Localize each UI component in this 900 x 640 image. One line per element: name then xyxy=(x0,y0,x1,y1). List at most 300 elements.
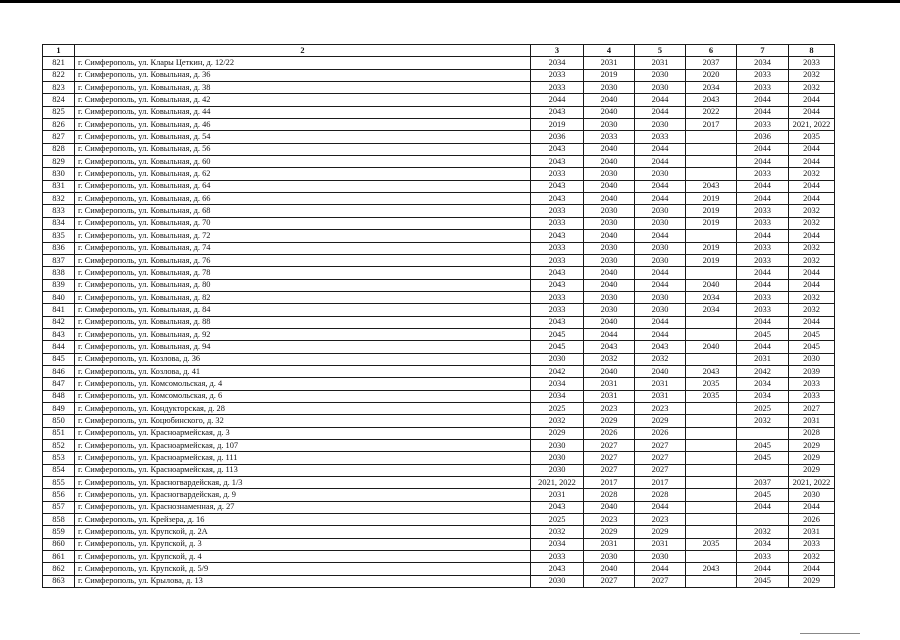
cell-col-4: 2040 xyxy=(584,94,635,106)
cell-address: г. Симферополь, ул. Ковыльная, д. 54 xyxy=(75,131,531,143)
cell-col-3: 2043 xyxy=(531,563,584,575)
cell-col-8: 2035 xyxy=(789,131,835,143)
cell-col-3: 2034 xyxy=(531,390,584,402)
cell-col-7: 2031 xyxy=(737,353,789,365)
cell-address: г. Симферополь, ул. Красноармейская, д. 111 xyxy=(75,452,531,464)
cell-col-4: 2030 xyxy=(584,304,635,316)
cell-col-3: 2034 xyxy=(531,57,584,69)
column-header-2: 2 xyxy=(75,45,531,57)
cell-col-7: 2034 xyxy=(737,390,789,402)
cell-col-7 xyxy=(737,514,789,526)
table-body xyxy=(43,57,835,588)
cell-address: г. Симферополь, ул. Ковыльная, д. 94 xyxy=(75,341,531,353)
cell-col-5: 2029 xyxy=(635,526,686,538)
cell-col-5: 2044 xyxy=(635,156,686,168)
cell-col-4: 2032 xyxy=(584,353,635,365)
cell-col-4: 2029 xyxy=(584,526,635,538)
cell-col-8: 2044 xyxy=(789,279,835,291)
cell-col-7: 2044 xyxy=(737,501,789,513)
cell-row-number: 827 xyxy=(43,131,75,143)
cell-col-3: 2033 xyxy=(531,217,584,229)
cell-col-6: 2037 xyxy=(686,57,737,69)
cell-col-8: 2021, 2022 xyxy=(789,477,835,489)
cell-col-7: 2044 xyxy=(737,230,789,242)
cell-row-number: 834 xyxy=(43,217,75,229)
cell-col-7: 2033 xyxy=(737,205,789,217)
cell-col-5: 2030 xyxy=(635,82,686,94)
cell-col-8: 2032 xyxy=(789,69,835,81)
cell-col-4: 2031 xyxy=(584,538,635,550)
cell-col-5: 2033 xyxy=(635,131,686,143)
cell-col-8: 2031 xyxy=(789,415,835,427)
cell-col-4: 2030 xyxy=(584,82,635,94)
cell-col-3: 2045 xyxy=(531,328,584,340)
cell-col-7: 2033 xyxy=(737,217,789,229)
cell-col-4: 2026 xyxy=(584,427,635,439)
table-row xyxy=(43,254,835,266)
cell-col-5: 2031 xyxy=(635,378,686,390)
cell-row-number: 831 xyxy=(43,180,75,192)
column-header-5: 5 xyxy=(635,45,686,57)
table-row xyxy=(43,156,835,168)
cell-col-4: 2028 xyxy=(584,489,635,501)
cell-col-6 xyxy=(686,131,737,143)
table-row xyxy=(43,365,835,377)
table-row xyxy=(43,242,835,254)
cell-col-6 xyxy=(686,477,737,489)
cell-col-3: 2033 xyxy=(531,69,584,81)
cell-col-8: 2021, 2022 xyxy=(789,119,835,131)
cell-col-4: 2040 xyxy=(584,267,635,279)
cell-row-number: 838 xyxy=(43,267,75,279)
cell-col-4: 2040 xyxy=(584,156,635,168)
cell-address: г. Симферополь, ул. Коцюбинского, д. 32 xyxy=(75,415,531,427)
cell-col-6: 2019 xyxy=(686,205,737,217)
cell-address: г. Симферополь, ул. Ковыльная, д. 62 xyxy=(75,168,531,180)
housing-schedule-table xyxy=(42,44,835,588)
cell-col-8: 2044 xyxy=(789,193,835,205)
cell-row-number: 852 xyxy=(43,440,75,452)
cell-col-7: 2045 xyxy=(737,489,789,501)
cell-col-7: 2045 xyxy=(737,452,789,464)
cell-col-7: 2044 xyxy=(737,341,789,353)
cell-col-4: 2030 xyxy=(584,291,635,303)
cell-col-6: 2035 xyxy=(686,538,737,550)
cell-col-5: 2044 xyxy=(635,267,686,279)
cell-col-4: 2040 xyxy=(584,143,635,155)
cell-col-3: 2043 xyxy=(531,267,584,279)
cell-col-8: 2044 xyxy=(789,106,835,118)
cell-col-7 xyxy=(737,464,789,476)
cell-col-6 xyxy=(686,230,737,242)
cell-row-number: 824 xyxy=(43,94,75,106)
cell-col-4: 2040 xyxy=(584,180,635,192)
cell-col-4: 2027 xyxy=(584,575,635,587)
cell-col-3: 2033 xyxy=(531,82,584,94)
cell-row-number: 861 xyxy=(43,551,75,563)
cell-col-5: 2023 xyxy=(635,514,686,526)
cell-col-6: 2043 xyxy=(686,365,737,377)
cell-col-7: 2044 xyxy=(737,563,789,575)
cell-col-8: 2031 xyxy=(789,526,835,538)
table-row xyxy=(43,402,835,414)
cell-col-5: 2044 xyxy=(635,316,686,328)
cell-col-5: 2026 xyxy=(635,427,686,439)
cell-col-5: 2040 xyxy=(635,365,686,377)
cell-col-7: 2033 xyxy=(737,254,789,266)
table-row xyxy=(43,230,835,242)
cell-col-8: 2032 xyxy=(789,82,835,94)
cell-row-number: 832 xyxy=(43,193,75,205)
cell-col-5: 2044 xyxy=(635,193,686,205)
cell-col-4: 2040 xyxy=(584,279,635,291)
cell-address: г. Симферополь, ул. Крупской, д. 5/9 xyxy=(75,563,531,575)
cell-col-3: 2043 xyxy=(531,106,584,118)
cell-col-4: 2030 xyxy=(584,168,635,180)
cell-row-number: 841 xyxy=(43,304,75,316)
cell-col-6 xyxy=(686,328,737,340)
cell-col-4: 2040 xyxy=(584,193,635,205)
cell-col-7: 2032 xyxy=(737,526,789,538)
cell-address: г. Симферополь, ул. Ковыльная, д. 36 xyxy=(75,69,531,81)
cell-col-5: 2030 xyxy=(635,304,686,316)
table-row xyxy=(43,563,835,575)
cell-col-8: 2026 xyxy=(789,514,835,526)
document-page xyxy=(42,44,834,588)
cell-col-4: 2027 xyxy=(584,452,635,464)
table-row xyxy=(43,291,835,303)
cell-col-4: 2040 xyxy=(584,365,635,377)
cell-col-3: 2030 xyxy=(531,353,584,365)
cell-col-8: 2032 xyxy=(789,551,835,563)
cell-address: г. Симферополь, ул. Крупской, д. 2А xyxy=(75,526,531,538)
cell-col-6 xyxy=(686,575,737,587)
cell-col-4: 2023 xyxy=(584,514,635,526)
cell-address: г. Симферополь, ул. Ковыльная, д. 64 xyxy=(75,180,531,192)
cell-col-6 xyxy=(686,440,737,452)
table-row xyxy=(43,279,835,291)
column-header-1: 1 xyxy=(43,45,75,57)
cell-col-5: 2043 xyxy=(635,341,686,353)
cell-col-3: 2034 xyxy=(531,538,584,550)
cell-col-7: 2044 xyxy=(737,316,789,328)
cell-col-3: 2030 xyxy=(531,464,584,476)
cell-col-3: 2043 xyxy=(531,193,584,205)
cell-col-4: 2029 xyxy=(584,415,635,427)
cell-col-5: 2027 xyxy=(635,575,686,587)
cell-col-3: 2043 xyxy=(531,279,584,291)
cell-col-8: 2044 xyxy=(789,563,835,575)
cell-col-5: 2030 xyxy=(635,205,686,217)
cell-col-7: 2044 xyxy=(737,156,789,168)
cell-address: г. Симферополь, ул. Ковыльная, д. 82 xyxy=(75,291,531,303)
cell-col-8: 2027 xyxy=(789,402,835,414)
cell-col-6 xyxy=(686,489,737,501)
cell-col-8: 2033 xyxy=(789,378,835,390)
cell-col-7: 2036 xyxy=(737,131,789,143)
cell-col-4: 2030 xyxy=(584,217,635,229)
cell-col-8: 2044 xyxy=(789,501,835,513)
table-row xyxy=(43,341,835,353)
cell-col-4: 2031 xyxy=(584,390,635,402)
cell-row-number: 857 xyxy=(43,501,75,513)
table-row xyxy=(43,69,835,81)
cell-col-7: 2025 xyxy=(737,402,789,414)
cell-col-6: 2040 xyxy=(686,279,737,291)
cell-col-8: 2032 xyxy=(789,291,835,303)
cell-col-5: 2029 xyxy=(635,415,686,427)
cell-col-6 xyxy=(686,316,737,328)
column-header-3: 3 xyxy=(531,45,584,57)
cell-col-5: 2044 xyxy=(635,94,686,106)
cell-row-number: 842 xyxy=(43,316,75,328)
cell-col-4: 2044 xyxy=(584,328,635,340)
cell-col-3: 2030 xyxy=(531,452,584,464)
cell-row-number: 847 xyxy=(43,378,75,390)
cell-address: г. Симферополь, ул. Козлова, д. 41 xyxy=(75,365,531,377)
cell-col-8: 2029 xyxy=(789,575,835,587)
cell-col-6: 2040 xyxy=(686,341,737,353)
cell-col-3: 2043 xyxy=(531,143,584,155)
cell-row-number: 829 xyxy=(43,156,75,168)
cell-col-8: 2028 xyxy=(789,427,835,439)
cell-row-number: 862 xyxy=(43,563,75,575)
cell-row-number: 844 xyxy=(43,341,75,353)
cell-col-8: 2032 xyxy=(789,242,835,254)
cell-row-number: 846 xyxy=(43,365,75,377)
cell-row-number: 839 xyxy=(43,279,75,291)
cell-col-7: 2044 xyxy=(737,143,789,155)
table-row xyxy=(43,217,835,229)
table-row xyxy=(43,452,835,464)
cell-row-number: 843 xyxy=(43,328,75,340)
cell-col-8: 2032 xyxy=(789,217,835,229)
cell-col-4: 2040 xyxy=(584,230,635,242)
cell-row-number: 825 xyxy=(43,106,75,118)
cell-col-7: 2034 xyxy=(737,378,789,390)
cell-col-4: 2031 xyxy=(584,378,635,390)
column-header-6: 6 xyxy=(686,45,737,57)
cell-col-5: 2027 xyxy=(635,464,686,476)
table-row xyxy=(43,267,835,279)
cell-col-8: 2044 xyxy=(789,316,835,328)
cell-col-5: 2023 xyxy=(635,402,686,414)
cell-address: г. Симферополь, ул. Красноармейская, д. 113 xyxy=(75,464,531,476)
cell-col-4: 2040 xyxy=(584,563,635,575)
cell-address: г. Симферополь, ул. Ковыльная, д. 92 xyxy=(75,328,531,340)
cell-row-number: 833 xyxy=(43,205,75,217)
cell-col-5: 2027 xyxy=(635,452,686,464)
cell-col-8: 2032 xyxy=(789,168,835,180)
cell-col-3: 2033 xyxy=(531,242,584,254)
cell-address: г. Симферополь, ул. Ковыльная, д. 60 xyxy=(75,156,531,168)
cell-col-8: 2044 xyxy=(789,156,835,168)
cell-col-5: 2030 xyxy=(635,242,686,254)
cell-row-number: 851 xyxy=(43,427,75,439)
cell-col-6: 2043 xyxy=(686,563,737,575)
table-row xyxy=(43,328,835,340)
table-row xyxy=(43,440,835,452)
table-row xyxy=(43,304,835,316)
table-row xyxy=(43,106,835,118)
cell-col-4: 2030 xyxy=(584,254,635,266)
table-row xyxy=(43,143,835,155)
cell-col-8: 2045 xyxy=(789,341,835,353)
cell-col-5: 2030 xyxy=(635,291,686,303)
cell-col-4: 2030 xyxy=(584,242,635,254)
cell-row-number: 855 xyxy=(43,477,75,489)
cell-address: г. Симферополь, ул. Ковыльная, д. 76 xyxy=(75,254,531,266)
cell-col-5: 2017 xyxy=(635,477,686,489)
cell-col-4: 2031 xyxy=(584,57,635,69)
cell-col-8: 2032 xyxy=(789,254,835,266)
cell-col-5: 2030 xyxy=(635,551,686,563)
cell-col-8: 2032 xyxy=(789,205,835,217)
cell-col-6 xyxy=(686,156,737,168)
cell-col-6 xyxy=(686,551,737,563)
table-row xyxy=(43,526,835,538)
table-row xyxy=(43,575,835,587)
cell-address: г. Симферополь, ул. Крейзера, д. 16 xyxy=(75,514,531,526)
cell-col-6: 2022 xyxy=(686,106,737,118)
cell-col-3: 2025 xyxy=(531,514,584,526)
cell-col-3: 2033 xyxy=(531,304,584,316)
cell-col-3: 2031 xyxy=(531,489,584,501)
cell-col-7: 2044 xyxy=(737,279,789,291)
cell-col-6: 2020 xyxy=(686,69,737,81)
cell-col-7: 2033 xyxy=(737,119,789,131)
cell-col-6 xyxy=(686,267,737,279)
cell-row-number: 836 xyxy=(43,242,75,254)
cell-row-number: 854 xyxy=(43,464,75,476)
cell-col-8: 2039 xyxy=(789,365,835,377)
cell-col-7: 2032 xyxy=(737,415,789,427)
cell-col-5: 2031 xyxy=(635,538,686,550)
cell-col-6: 2034 xyxy=(686,304,737,316)
cell-col-6 xyxy=(686,514,737,526)
cell-col-7: 2044 xyxy=(737,267,789,279)
cell-col-7: 2033 xyxy=(737,291,789,303)
cell-col-6: 2019 xyxy=(686,193,737,205)
cell-col-6 xyxy=(686,501,737,513)
cell-col-5: 2044 xyxy=(635,328,686,340)
table-row xyxy=(43,168,835,180)
cell-col-3: 2043 xyxy=(531,230,584,242)
cell-address: г. Симферополь, ул. Красногвардейская, д. 1/3 xyxy=(75,477,531,489)
cell-address: г. Симферополь, ул. Ковыльная, д. 56 xyxy=(75,143,531,155)
column-header-4: 4 xyxy=(584,45,635,57)
cell-col-7: 2033 xyxy=(737,69,789,81)
cell-col-3: 2033 xyxy=(531,551,584,563)
cell-col-3: 2033 xyxy=(531,254,584,266)
cell-col-5: 2027 xyxy=(635,440,686,452)
table-row xyxy=(43,489,835,501)
cell-address: г. Симферополь, ул. Ковыльная, д. 68 xyxy=(75,205,531,217)
cell-address: г. Симферополь, ул. Ковыльная, д. 42 xyxy=(75,94,531,106)
cell-col-5: 2030 xyxy=(635,168,686,180)
cell-row-number: 856 xyxy=(43,489,75,501)
cell-col-8: 2029 xyxy=(789,452,835,464)
cell-col-4: 2040 xyxy=(584,106,635,118)
cell-row-number: 821 xyxy=(43,57,75,69)
cell-col-6 xyxy=(686,427,737,439)
cell-col-3: 2033 xyxy=(531,205,584,217)
cell-address: г. Симферополь, ул. Красноармейская, д. 107 xyxy=(75,440,531,452)
cell-col-3: 2043 xyxy=(531,180,584,192)
cell-row-number: 835 xyxy=(43,230,75,242)
cell-row-number: 823 xyxy=(43,82,75,94)
cell-col-3: 2033 xyxy=(531,291,584,303)
cell-col-4: 2043 xyxy=(584,341,635,353)
cell-col-5: 2030 xyxy=(635,69,686,81)
cell-col-7: 2044 xyxy=(737,193,789,205)
cell-col-3: 2032 xyxy=(531,526,584,538)
cell-col-6 xyxy=(686,526,737,538)
cell-col-5: 2044 xyxy=(635,180,686,192)
cell-col-3: 2025 xyxy=(531,402,584,414)
cell-row-number: 840 xyxy=(43,291,75,303)
cell-address: г. Симферополь, ул. Ковыльная, д. 66 xyxy=(75,193,531,205)
cell-col-7: 2042 xyxy=(737,365,789,377)
cell-col-7: 2044 xyxy=(737,180,789,192)
table-row xyxy=(43,514,835,526)
cell-col-6 xyxy=(686,168,737,180)
cell-address: г. Симферополь, ул. Ковыльная, д. 46 xyxy=(75,119,531,131)
table-row xyxy=(43,205,835,217)
table-row xyxy=(43,477,835,489)
cell-col-5: 2044 xyxy=(635,143,686,155)
cell-col-6 xyxy=(686,353,737,365)
cell-col-4: 2030 xyxy=(584,205,635,217)
table-row xyxy=(43,415,835,427)
cell-col-7: 2033 xyxy=(737,304,789,316)
cell-address: г. Симферополь, ул. Ковыльная, д. 72 xyxy=(75,230,531,242)
table-row xyxy=(43,378,835,390)
cell-col-6 xyxy=(686,452,737,464)
table-row xyxy=(43,353,835,365)
cell-col-4: 2027 xyxy=(584,440,635,452)
cell-col-4: 2030 xyxy=(584,119,635,131)
table-row xyxy=(43,131,835,143)
cell-col-7: 2045 xyxy=(737,575,789,587)
cell-row-number: 830 xyxy=(43,168,75,180)
cell-col-3: 2036 xyxy=(531,131,584,143)
cell-col-3: 2043 xyxy=(531,501,584,513)
cell-col-6: 2043 xyxy=(686,180,737,192)
cell-col-6 xyxy=(686,415,737,427)
cell-address: г. Симферополь, ул. Крупской, д. 4 xyxy=(75,551,531,563)
cell-col-8: 2044 xyxy=(789,267,835,279)
cell-row-number: 848 xyxy=(43,390,75,402)
cell-address: г. Симферополь, ул. Краснознаменная, д. 27 xyxy=(75,501,531,513)
cell-col-7: 2033 xyxy=(737,242,789,254)
cell-col-8: 2030 xyxy=(789,489,835,501)
cell-col-7: 2045 xyxy=(737,328,789,340)
cell-address: г. Симферополь, ул. Козлова, д. 36 xyxy=(75,353,531,365)
cell-address: г. Симферополь, ул. Комсомольская, д. 4 xyxy=(75,378,531,390)
cell-col-4: 2023 xyxy=(584,402,635,414)
cell-address: г. Симферополь, ул. Крупской, д. 3 xyxy=(75,538,531,550)
cell-col-3: 2030 xyxy=(531,440,584,452)
cell-col-5: 2031 xyxy=(635,57,686,69)
cell-col-8: 2029 xyxy=(789,464,835,476)
table-row xyxy=(43,501,835,513)
cell-col-7: 2044 xyxy=(737,94,789,106)
cell-col-4: 2030 xyxy=(584,551,635,563)
column-header-7: 7 xyxy=(737,45,789,57)
cell-col-5: 2030 xyxy=(635,217,686,229)
cell-row-number: 850 xyxy=(43,415,75,427)
